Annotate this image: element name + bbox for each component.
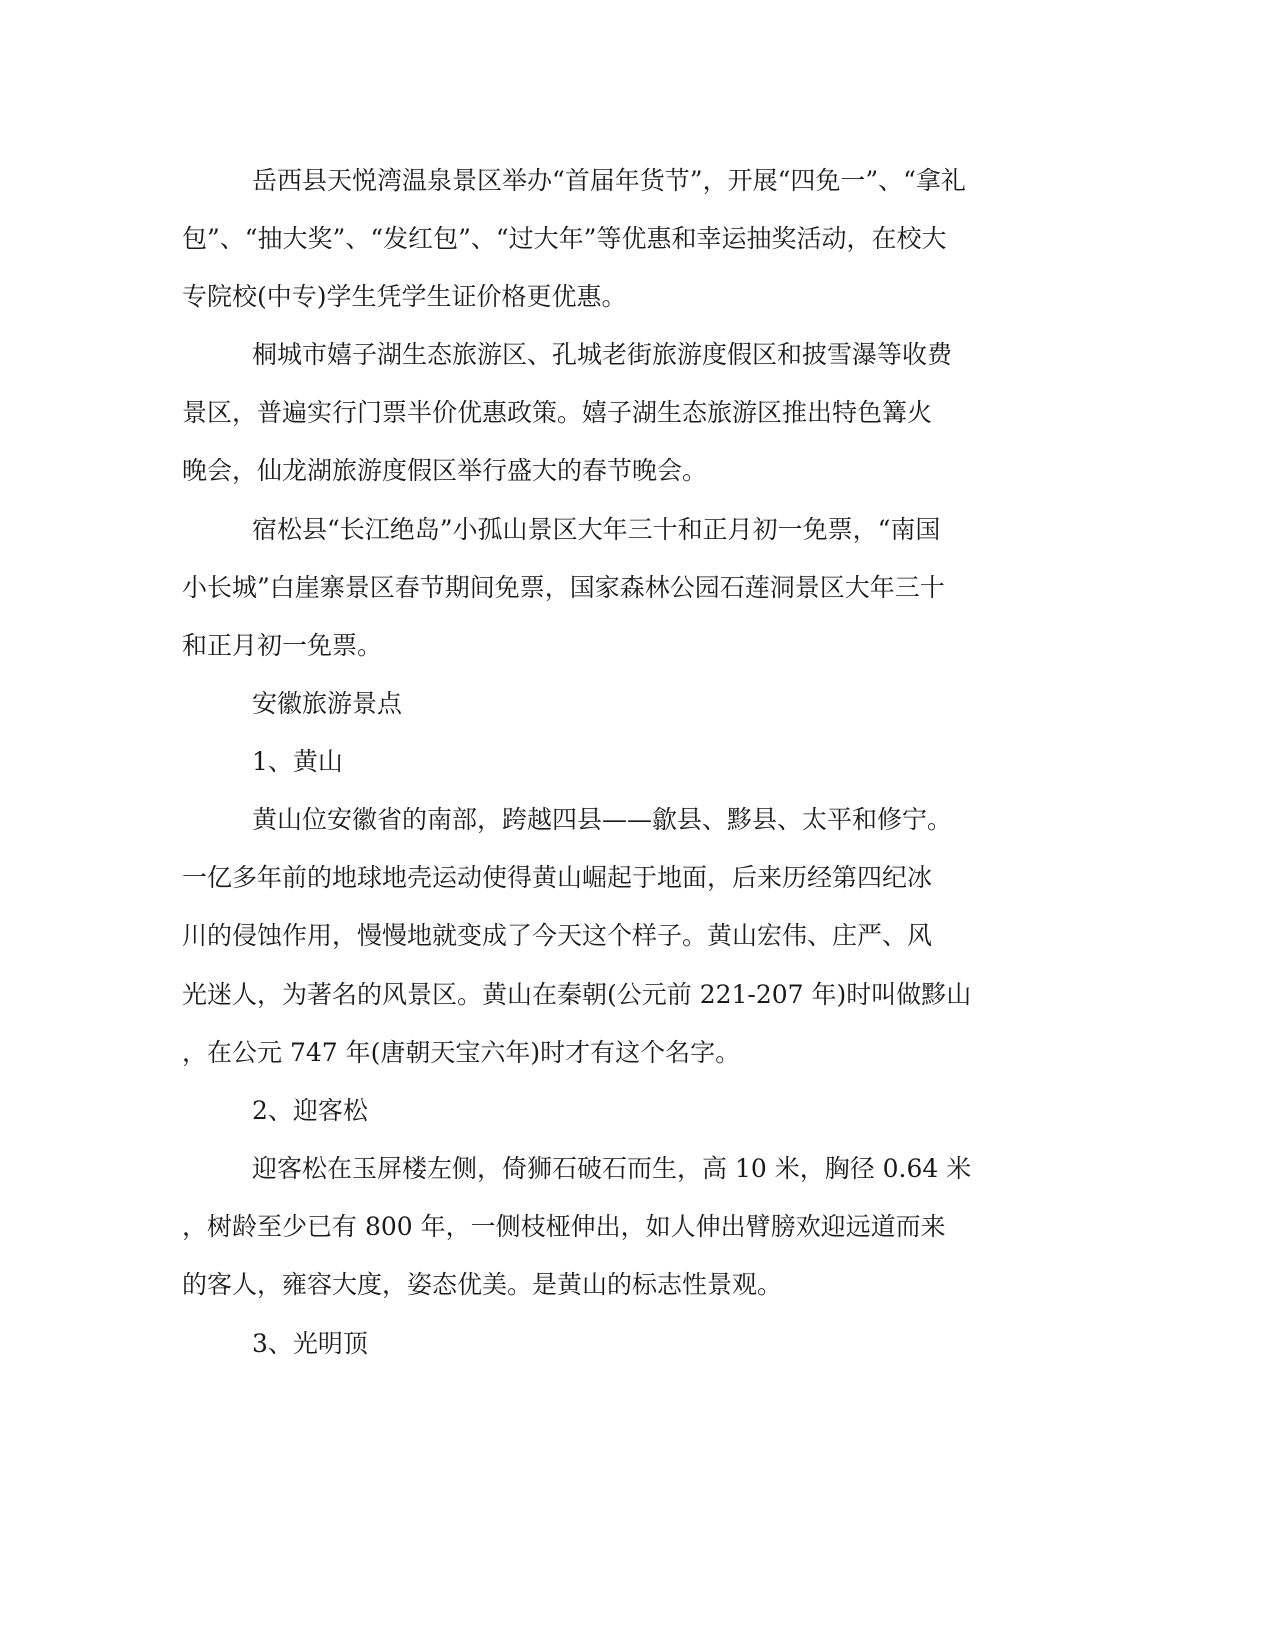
text-line: 光迷人，为著名的风景区。黄山在秦朝(公元前 221-207 年)时叫做黟山	[182, 980, 972, 1009]
section-heading: 2、迎客松	[252, 1096, 368, 1125]
text-line: 一亿多年前的地球地壳运动使得黄山崛起于地面，后来历经第四纪冰	[182, 863, 933, 892]
text-line: ，在公元 747 年(唐朝天宝六年)时才有这个名字。	[182, 1038, 741, 1067]
text-line: 岳西县天悦湾温泉景区举办“首届年货节”，开展“四免一”、“拿礼	[252, 166, 966, 195]
section-heading: 3、光明顶	[252, 1329, 368, 1358]
text-line: ，树龄至少已有 800 年，一侧枝桠伸出，如人伸出臂膀欢迎远道而来	[182, 1212, 946, 1241]
text-line: 和正月初一免票。	[182, 631, 383, 660]
text-line: 小长城”白崖寨景区春节期间免票，国家森林公园石莲洞景区大年三十	[182, 573, 945, 602]
text-line: 宿松县“长江绝岛”小孤山景区大年三十和正月初一免票，“南国	[252, 515, 941, 544]
text-line: 专院校(中专)学生凭学生证价格更优惠。	[182, 282, 627, 311]
section-heading: 1、黄山	[252, 747, 343, 776]
text-line: 景区，普遍实行门票半价优惠政策。嬉子湖生态旅游区推出特色篝火	[182, 398, 933, 427]
text-line: 黄山位安徽省的南部，跨越四县——歙县、黟县、太平和修宁。	[252, 805, 953, 834]
section-heading: 安徽旅游景点	[252, 689, 403, 718]
text-line: 包”、“抽大奖”、“发红包”、“过大年”等优惠和幸运抽奖活动，在校大	[182, 224, 947, 253]
text-line: 晚会，仙龙湖旅游度假区举行盛大的春节晚会。	[182, 456, 708, 485]
text-line: 的客人，雍容大度，姿态优美。是黄山的标志性景观。	[182, 1270, 783, 1299]
text-line: 川的侵蚀作用，慢慢地就变成了今天这个样子。黄山宏伟、庄严、风	[182, 921, 933, 950]
text-line: 迎客松在玉屏楼左侧，倚狮石破石而生，高 10 米，胸径 0.64 米	[252, 1154, 972, 1183]
text-line: 桐城市嬉子湖生态旅游区、孔城老街旅游度假区和披雪瀑等收费	[252, 340, 953, 369]
